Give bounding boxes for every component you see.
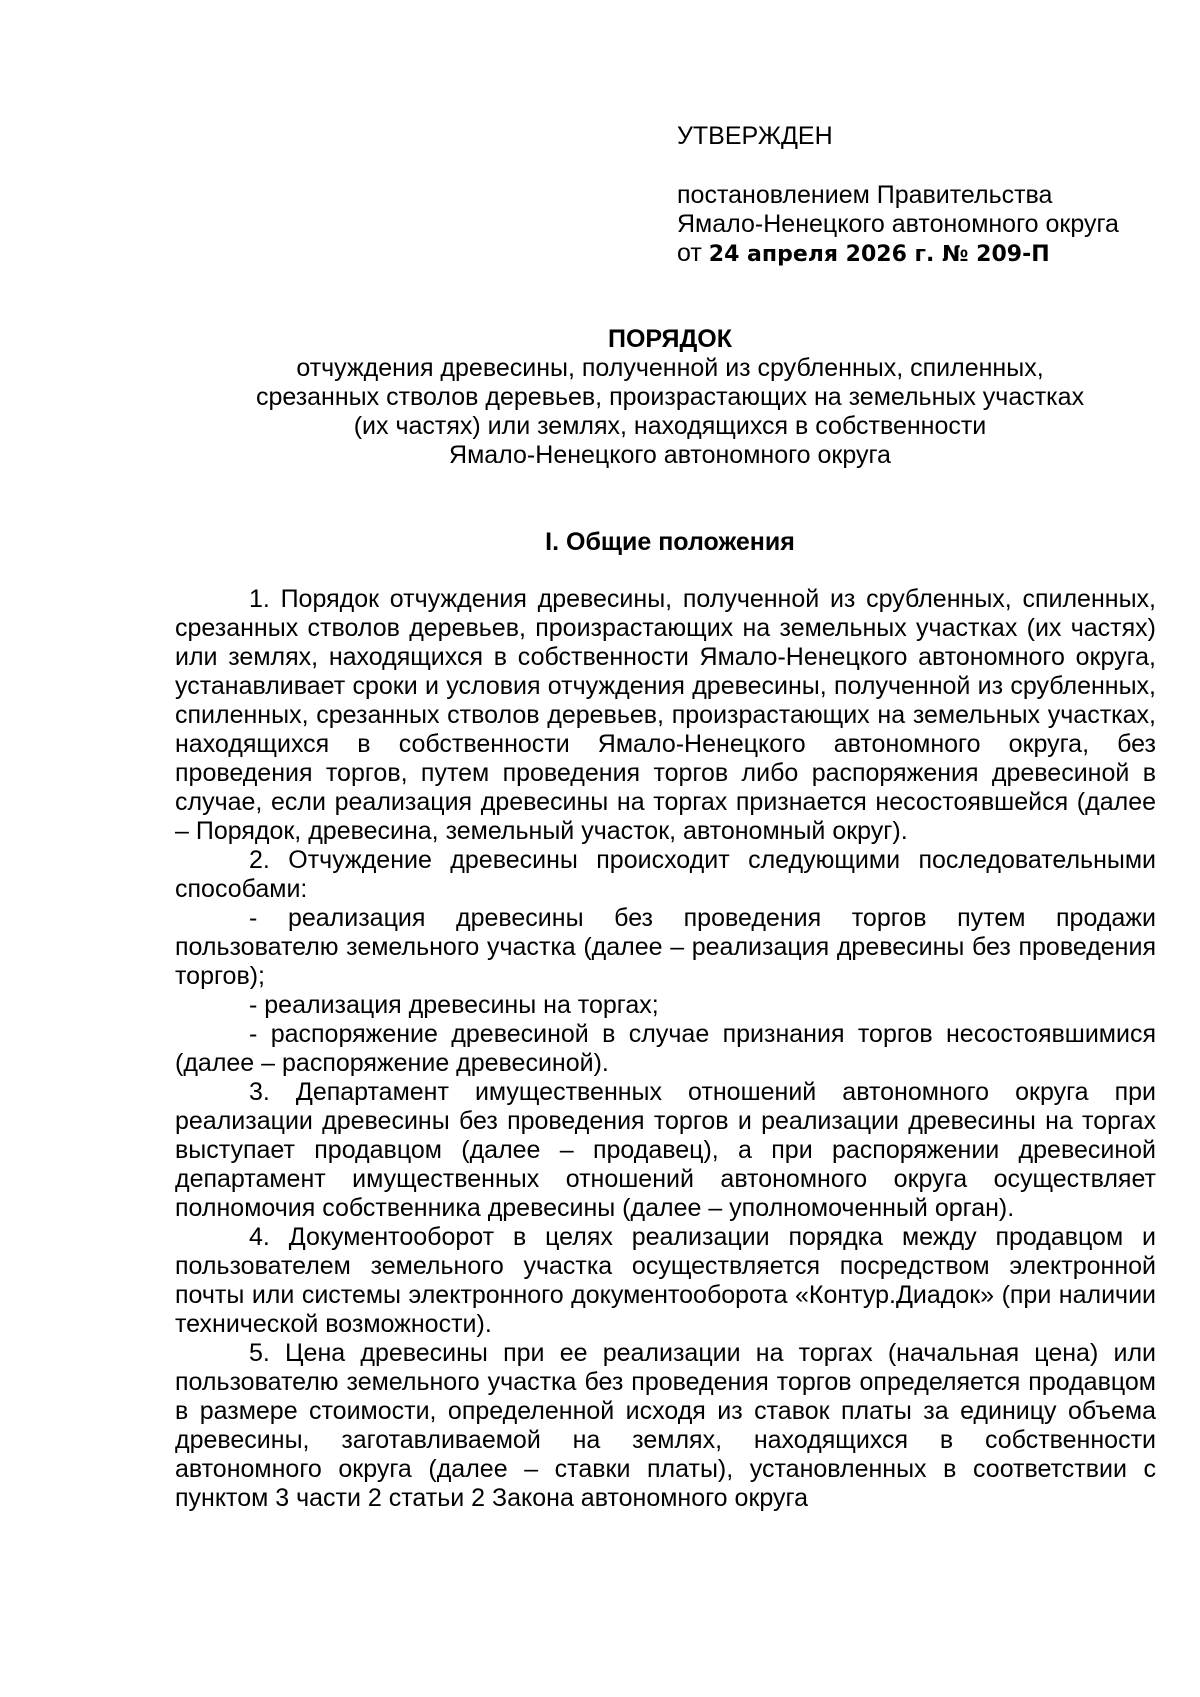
document-subtitle-line: срезанных стволов деревьев, произрастающих на земельных участках xyxy=(255,383,1085,411)
document-body xyxy=(175,585,1156,1513)
approval-stamp xyxy=(677,122,1157,269)
document-subtitle-line: отчуждения древесины, полученной из срубленных, спиленных, xyxy=(296,354,1044,382)
section-heading: I. Общие положения xyxy=(545,528,795,556)
list-item: - распоряжение древесиной в случае признания торгов несостоявшимися (далее – распоряжение древесиной). xyxy=(175,1020,1156,1077)
approval-line-2: Ямало-Ненецкого автономного округа xyxy=(677,210,1119,238)
paragraph-3: 3. Департамент имущественных отношений автономного округа при реализации древесины без проведения торгов и реализации древесины на торгах выступает продавцом (далее – продавец), а при распоряжении древесиной департамент имущественных отношений автономного округа осуществляет полномочия собственника древесины (далее – уполномоченный орган). xyxy=(175,1078,1156,1222)
document-title-block xyxy=(175,325,1165,470)
list-item: - реализация древесины без проведения торгов путем продажи пользователю земельного участка (далее – реализация древесины без проведения торгов); xyxy=(175,904,1156,990)
paragraph-2: 2. Отчуждение древесины происходит следующими последовательными способами: xyxy=(175,846,1156,903)
approval-line-3 xyxy=(677,239,1157,269)
approval-from-label: от xyxy=(677,239,702,267)
approval-line-1: постановлением Правительства xyxy=(677,181,1053,209)
approved-label: УТВЕРЖДЕН xyxy=(677,122,833,150)
document-subtitle-line: Ямало-Ненецкого автономного округа xyxy=(449,441,891,469)
paragraph-4: 4. Документооборот в целях реализации порядка между продавцом и пользователем земельного участка осуществляется посредством электронной почты или системы электронного документооборота «Контур.Диадок» (при наличии технической возможности). xyxy=(175,1223,1156,1338)
document-subtitle-line: (их частях) или землях, находящихся в собственности xyxy=(353,412,987,440)
document-title: ПОРЯДОК xyxy=(608,325,732,353)
list-item: - реализация древесины на торгах; xyxy=(249,991,659,1019)
paragraph-5: 5. Цена древесины при ее реализации на торгах (начальная цена) или пользователю земельного участка без проведения торгов определяется продавцом в размере стоимости, определенной исходя из ставок платы за единицу объема древесины, заготавливаемой на землях, находящихся в собственности автономного округа (далее – ставки платы), установленных в соответствии с пунктом 3 части 2 статьи 2 Закона автономного округа xyxy=(175,1339,1156,1512)
paragraph-1: 1. Порядок отчуждения древесины, полученной из срубленных, спиленных, срезанных стволов деревьев, произрастающих на земельных участках (их частях) или землях, находящихся в собственности Ямало-Ненецкого автономного округа, устанавливает сроки и условия отчуждения древесины, полученной из срубленных, спиленных, срезанных стволов деревьев, произрастающих на земельных участках, находящихся в собственности Ямало-Ненецкого автономного округа, без проведения торгов, путем проведения торгов либо распоряжения древесиной в случае, если реализация древесины на торгах признается несостоявшейся (далее – Порядок, древесина, земельный участок, автономный округ). xyxy=(175,585,1156,845)
decree-number: 24 апреля 2026 г. № 209-П xyxy=(708,242,1050,267)
